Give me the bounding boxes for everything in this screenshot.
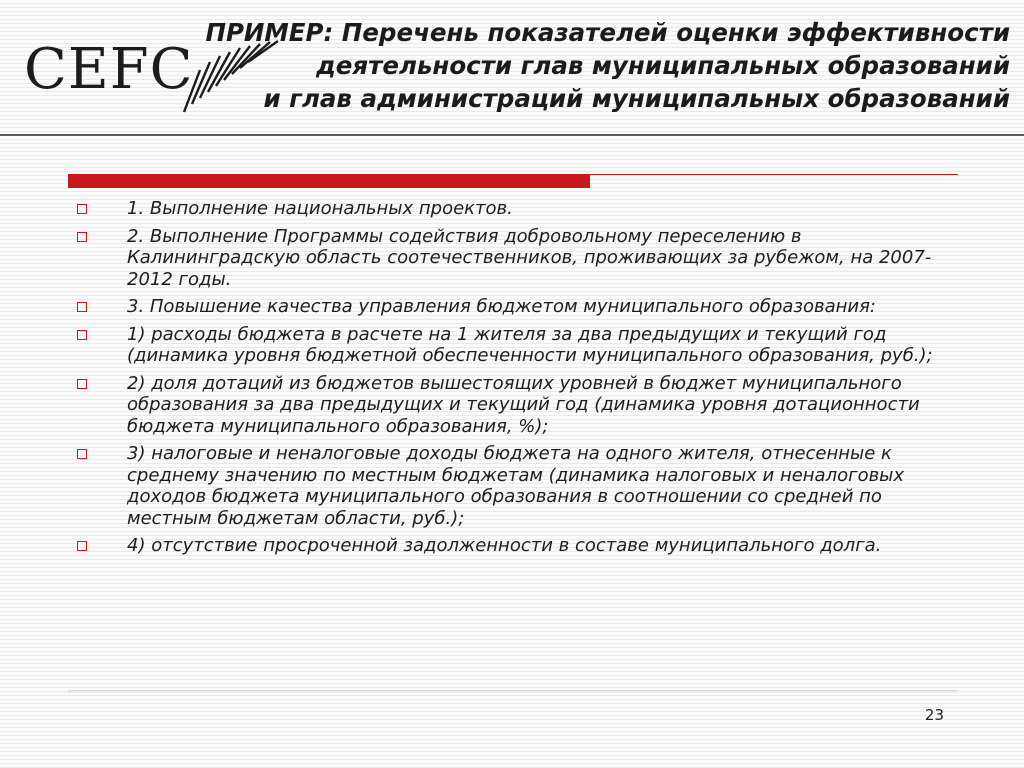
list-item-text: 2. Выполнение Программы содействия добровольному переселению в Калининградскую область соотечественников, проживающих за рубежом, на 2007-2012 годы. — [127, 225, 932, 290]
header-divider — [0, 134, 1024, 136]
list-item-text: 1. Выполнение национальных проектов. — [127, 198, 513, 219]
square-bullet-icon — [77, 379, 87, 389]
square-bullet-icon — [77, 232, 87, 242]
list-item-text: 2) доля дотаций из бюджетов вышестоящих уровней в бюджет муниципального образования за два предыдущих и текущий год (динамика уровня дотационности бюджета муниципального образования, %); — [127, 372, 920, 437]
list-item-text: 1) расходы бюджета в расчете на 1 жителя за два предыдущих и текущий год (динамика уровня бюджетной обеспеченности муниципального образования, руб.); — [127, 323, 933, 366]
list-item-text: 3. Повышение качества управления бюджетом муниципального образования: — [127, 296, 876, 317]
accent-bar — [68, 174, 958, 188]
list-item — [74, 198, 954, 220]
indicator-list — [74, 198, 954, 563]
square-bullet-icon — [77, 204, 87, 214]
accent-bar-thick — [68, 174, 590, 188]
list-item — [74, 324, 954, 367]
accent-bar-thin — [590, 174, 958, 175]
list-item-text: 3) налоговые и неналоговые доходы бюджета на одного жителя, отнесенные к среднему значению по местным бюджетам (динамика налоговых и неналоговых доходов бюджета муниципального образования в соотношении со средней по местным бюджетам области, руб.); — [127, 443, 905, 529]
list-item — [74, 373, 954, 438]
cefc-logo: CEFC — [24, 37, 194, 102]
list-item — [74, 296, 954, 318]
list-item — [74, 443, 954, 529]
title-line-2: деятельности глав муниципальных образований — [316, 51, 1010, 80]
page-number: 23 — [924, 706, 944, 724]
slide-title — [205, 16, 1010, 115]
square-bullet-icon — [77, 302, 87, 312]
square-bullet-icon — [77, 449, 87, 459]
square-bullet-icon — [77, 330, 87, 340]
list-item — [74, 226, 954, 291]
list-item — [74, 535, 954, 557]
square-bullet-icon — [77, 541, 87, 551]
title-line-1: ПРИМЕР: Перечень показателей оценки эффективности — [205, 18, 1010, 47]
list-item-text: 4) отсутствие просроченной задолженности в составе муниципального долга. — [127, 535, 882, 556]
footer-divider — [68, 690, 958, 693]
title-line-3: и глав администраций муниципальных образований — [263, 84, 1010, 113]
